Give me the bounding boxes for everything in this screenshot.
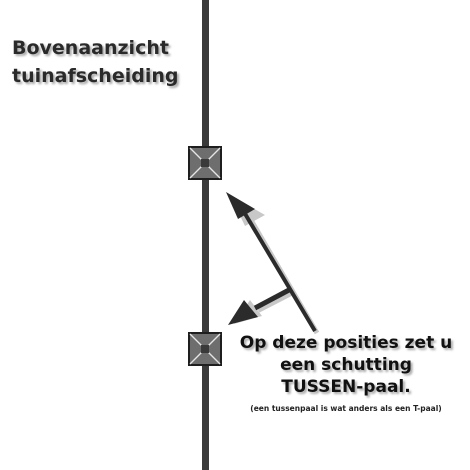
title-line-2: tuinafscheiding <box>12 65 179 87</box>
note-line-1: Op deze posities zet u <box>239 333 453 353</box>
post-upper <box>189 147 221 179</box>
note-line-3: TUSSEN-paal. <box>281 377 411 397</box>
fence-line <box>202 0 209 470</box>
diagram-title <box>12 34 178 90</box>
title-line-1: Bovenaanzicht <box>12 37 169 59</box>
note-line-2: een schutting <box>280 355 412 375</box>
arrow-to-lower-post-icon <box>228 290 289 325</box>
post-lower <box>189 333 221 365</box>
instruction-note <box>222 332 470 414</box>
note-footnote: (een tussenpaal is wat anders als een T-paal) <box>250 404 442 413</box>
